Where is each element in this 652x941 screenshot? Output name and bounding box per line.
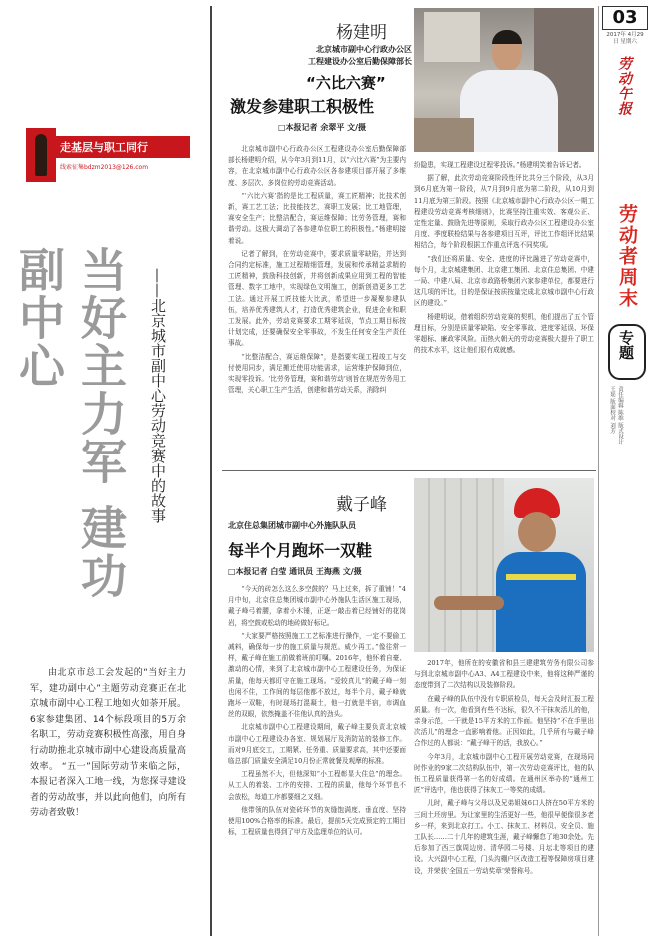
story1-column2 <box>414 160 594 464</box>
story2-title: 北京住总集团城市副中心外施队队员 <box>228 521 356 530</box>
story2-col1-p3: 北京城市副中心工程建设期间，戴子峰主要负责北京城市副中心工程建设办各室、规划展厅及消防站的装修工作。而对9月底交工，工期紧、任务重、质量要求高，其中还要面临总部门质量安全满足10月份正常就餐及观摩的标准。 <box>228 723 406 766</box>
logo-email: 线索征集bdzm2013@126.com <box>60 164 149 171</box>
story2-photo <box>414 478 594 652</box>
story1-col1-p3: 记者了解到，在劳动竞赛中，要求质量零缺陷，并达到合同约定标准，施工过程精细管理，发展和传承精益求精的工匠精神，鼓励科技创新，并将创新成果应用到工程的智能管理、数字工地中，实现绿色文明施工，创新创造更多工艺工法。通过开展工匠技能大比武，希望进一步凝聚参建队伍，培养优秀建筑人才，打造优秀建筑企业，促进企业和职工发展。此外，劳动竞赛要求工期零延误，节点工期目标按计划完成，还要确保安全零事故，不发生任何安全生产责任事故。 <box>228 249 406 348</box>
topic-box <box>608 324 646 380</box>
issue-date: 2017年 4月29日 星期六 <box>606 32 644 45</box>
story2-col1-p4: 工程虽然不大，但他深知“小工程彰显大住总”的理念。从工人的着装、工序的安排、工程的质量，他每个环节也不会放松，每道工序都要细之又细。 <box>228 770 406 801</box>
story2-headline: 每半个月跑坏一双鞋 <box>228 541 373 560</box>
story2-column2 <box>414 658 594 934</box>
story2-col2-p4: 儿时，戴子峰与父母以及兄弟姐妹6口人挤在50平方米的三间土坯房里。为让家里的生活更好一些，他很早便像很多老乡一样，来到北京打工。小工、抹灰工、材料员、安全员、施工队长……二十几年的建筑生涯，戴子峰懈怠了地30余处。先后参加了西三旗周边房、清华园二号楼、月坛北等项目的建设。大兴副中心工程，门头沟棚户区改造工程等保障房项目建设，并荣获‘全国五一劳动奖章’荣誉称号。 <box>414 799 594 875</box>
story2-col2-p2: 在戴子峰的队伍中没有专职质检员，每天会及时汇报工程质量。有一次，他看到有些不达标，很久不干抹灰活儿的他，亲身示范，一干就是15平方米的工作面。他坚持“不在手里出次活儿”的理念一直影响着他。正因如此，几乎所有与戴子峰合作过的人都说：“戴子峰干的活，我放心。” <box>414 694 594 748</box>
logo-title-box <box>56 136 190 158</box>
column-logo <box>26 128 190 182</box>
person-face <box>518 512 556 552</box>
story2-column1 <box>228 584 406 934</box>
story2-col1-p5: 他带领的队伍对瓷砖环节的灰缝饱满度、垂直度、坚持使用100%合格率的标准。最后，提前5天完成预定的工期目标，工程质量也得到了甲方及监理单位的认可。 <box>228 805 406 837</box>
story1-title-line2: 工程建设办公室后勤保障部长 <box>308 57 412 66</box>
story1-photo <box>414 8 594 152</box>
section-name: 劳动者周末 <box>616 204 638 309</box>
story1-col1-p1: 北京城市副中心行政办公区工程建设办公室后勤保障部部长杨建明介绍，从今年3月到11月，以“六比六赛”为主要内容，在北京城市副中心行政办公区各参建项目部开展了多维度、多层次、多岗位的劳动竞赛活动。 <box>228 145 406 187</box>
story1-column1 <box>228 144 406 464</box>
story2-col2-p3: 今年3月，北京城市副中心工程开展劳动竞赛，在现场同时作业的9家二次结构队伍中，第一次劳动竞赛评比，他的队伍工程质量获得第一名的好成绩。在通州区举办的“通州工匠”评选中，他也获得了抹灰工一等奖的成绩。 <box>414 752 594 795</box>
left-divider <box>210 6 212 936</box>
story2-col1-p1: “今天的砖怎么这么多空鼓的？马上过来，拆了重铺！”4月中旬，北京住总集团城市副中心外施队生活区施工现场，戴子峰弓着腰，拿着小木锤，正逐一敲击着已经铺好的花岗岩，将空鼓或松动的地砖做好标记。 <box>228 585 406 627</box>
story2-name: 戴子峰 <box>336 495 387 515</box>
page-number: 03 <box>602 6 648 30</box>
person-arm <box>434 596 504 610</box>
logo-title: 走基层与职工同行 <box>60 141 148 154</box>
story1-title-line1: 北京城市副中心行政办公区 <box>316 45 412 54</box>
story1-byline: □本报记者 余翠平 文/摄 <box>278 123 367 132</box>
masthead <box>602 6 648 116</box>
editor-credits: 责任编辑 陈维 版式设计 王瑶 版面校对 刘芳 <box>609 386 623 445</box>
story1-headline-line2: 激发参建职工积极性 <box>230 97 375 116</box>
intro-paragraph <box>30 666 186 896</box>
sub-headline: ——北京城市副中心劳动竞赛中的故事 <box>149 268 167 523</box>
story2-col2-p1: 2017年，他所在的安徽省和县三建建筑劳务有限公司参与到北京城市副中心A3、A4工程建设中来，他将这种严谨的态度带到了二次结构以及装修阶段。 <box>414 659 594 690</box>
paper-name-logo: 劳动午报 <box>616 56 632 116</box>
story-divider <box>222 470 596 471</box>
story1-col2-p3: “我们还将质量、安全、进度的评比融进了劳动竞赛中，每个月，北京城建集团、北京建工集团、北京住总集团、中建一局、中建八局、北京市政路桥集团六家参建单位，都要进行这几项的评比，目的是保证按质按量完成北京城市副中心行政区的建设。” <box>414 254 594 308</box>
person-shirt <box>460 70 558 152</box>
intro-text: 由北京市总工会发起的“当好主力军，建功副中心”主题劳动竞赛正在北京城市副中心工程工地如火如荼开展。6家参建集团、14个标段项目的5万余名职工，劳动竞赛积极性高涨，用自身行动助推北京城市副中心建设高质量高效率。 “五一”国际劳动节来临之际，本报记者深入工地一线，为您探寻建设者的劳动故事，并以此向他们，向所有劳动者致敬！ <box>30 668 186 819</box>
story1-headline-line1: “六比六赛” <box>306 74 386 92</box>
section-banner <box>604 190 648 450</box>
story1-col2-p4: 杨建明说，借着组织劳动竞赛的契机，他们提出了五个管理目标，分别是质量零缺陷、安全零事故、进度零延误、环保零超标、廉政零风险。而热火朝天的劳动竞赛极大提升了职工的技术水平，这让他们很有成就感。 <box>414 312 594 355</box>
story1-col1-p2: “‘六比六赛’指的是比工程质量，赛工匠精神；比技术创新，赛工艺工法；比技能技艺，赛职工发展；比工地管理，赛安全生产；比整洁配合，赛运维保障；比劳务管理，赛和谐劳动。这极大调动了各参建单位职工的积极性。”杨建明接着说。 <box>228 191 406 245</box>
story1-col2-p2: 据了解，此次劳动竞赛阶段性评比共分三个阶段，从3月到6月底为第一阶段，从7月到9月底为第二阶段，从10月到11月底为第三阶段。按照《北京城市副中心行政办公区一期工程建设劳动竞赛考核细则》，比赛坚持注重实效、客观公正、定性定量、鼓励先进等原则，采取行政办公区工程建设办公室月度、季度联检结果与各参建项目互评，评比工作组评比结果相结合，每个阶段根据工作重点评选不同奖项。 <box>414 174 594 250</box>
story1-col1-p4: “比整洁配合，赛运维保障”，是指要实现工程竣工与交付使用同步，满足搬迁使用功能需求，运营维护保障到位，实现零投诉。‘比劳务管理，赛和谐劳动’则旨在规范劳务用工管理，关心职工生产生活，创建和谐劳动关系，消除纠 <box>228 352 406 395</box>
story2-byline: □本报记者 白莹 通讯员 王海燕 文/摄 <box>228 567 362 576</box>
story1-col2-p1: 纷隐患，实现工程建设过程零投诉。”杨建明笑着告诉记者。 <box>414 161 586 169</box>
topic-label: 专题 <box>617 330 635 360</box>
logo-icon <box>26 128 56 182</box>
story1-name: 杨建明 <box>336 23 387 43</box>
right-divider <box>598 6 599 936</box>
person-vest <box>496 552 586 652</box>
story2-col1-p2: “大家要严格按照施工工艺标准进行操作，一定不要偷工减料，确保每一步的施工质量与规范。威少再工。”像往常一样，戴子峰在施工前做着班前叮嘱。2016年，他怀着自豪、激动的心情，来到了北京城市副中心工程建设任务，为保证质量，他每天都盯守在施工现场。“爱较真儿”的戴子峰一刻也闲不住，工作间的每层他都不放过，每半个月，戴子峰就跑坏一双鞋，有时现场打混凝土，他一打就是半宿，市调血丝的双眼，依然掩盖不住他认真的劲头。 <box>228 631 406 719</box>
main-headline: 当好主力军 建功副中心 <box>12 246 128 601</box>
